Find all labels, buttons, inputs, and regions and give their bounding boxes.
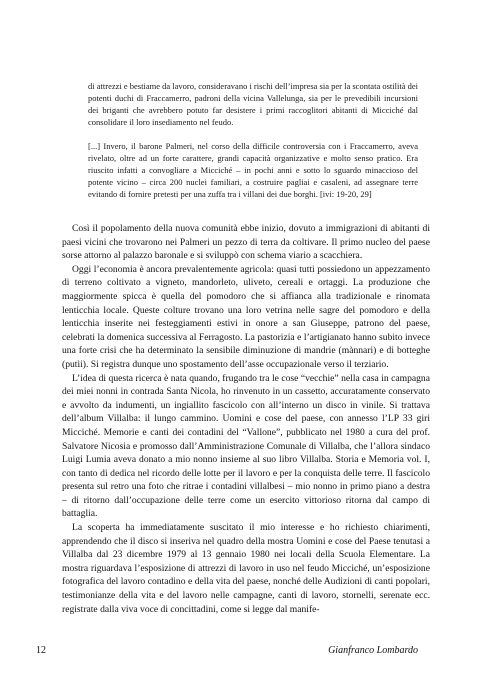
paragraph-4: La scoperta ha immediatamente suscitato il mio interesse e ho richiesto chiarimenti, apprendendo che il disco si inseriva nel quadro della mostra Uomini e cose del Paese tenutasi a Villalba dal 23 dicembre 1979 al 13 gennaio 1980 nei locali della Scuola Elementare. La mostra riguardava l’esposizione di attrezzi di lavoro in uso nel feudo Micciché, un’esposizione fotografica del lavoro contadino e della vita del paese, nonché delle Audizioni di canti popolari, testimonianze della vita e del lavoro nelle campagne, canti di lavoro, stornelli, serenate ecc. registrate dalla viva voce di concittadini, come si legge dal manife- [62, 522, 430, 615]
block-quote-1: di attrezzi e bestiame da lavoro, consideravano i rischi dell’impresa sia per la scontata ostilità dei potenti duchi di Fraccamerro, padroni della vicina Vallelunga, sia per le prevedibili incursioni dei briganti che avrebbero potuto far desistere i primi raccoglitori abitanti di Micciché dal consolidare il loro insediamento nel feudo. [88, 81, 418, 127]
paragraph-3: L’idea di questa ricerca è nata quando, frugando tra le cose “vecchie” nella casa in campagna dei miei nonni in contrada Santa Nicola, ho rinvenuto in un cassetto, accuratamente conservato e avvolto da indumenti, un ingiallito fascicolo con all’interno un disco in vinile. Si trattava dell’album Villalba: il lungo cammino. Uomini e cose del paese, con annesso l’LP 33 giri Micciché. Memorie e canti dei contadini del “Vallone”, pubblicato nel 1980 a cura del prof. Salvatore Nicosia e promosso dall’Amministrazione Comunale di Villalba, che l’allora sindaco Luigi Lumia aveva donato a mio nonno insieme al suo libro Villalba. Storia e Memoria vol. I, con tanto di dedica nel ricordo delle lotte per il lavoro e per la conquista delle terre. Il fascicolo presenta sul retro una foto che ritrae i contadini villalbesi – mio nonno in primo piano a destra – di ritorno dall’occupazione delle terre come un esercito vittorioso ritorna dal campo di battaglia. [62, 372, 430, 520]
paragraph-1: Così il popolamento della nuova comunità ebbe inizio, dovuto a immigrazioni di abitanti di paesi vicini che trovarono nei Palmeri un pezzo di terra da coltivare. Il primo nucleo del paese sorse attorno al palazzo baronale e si sviluppò con schema viario a scacchiera. [62, 223, 430, 262]
body-text [62, 222, 430, 616]
page-number: 12 [36, 645, 46, 656]
paragraph-2: Oggi l’economia è ancora prevalentemente agricola: quasi tutti possiedono un appezzamento di terreno coltivato a vigneto, mandorleto, uliveto, cereali e ortaggi. La produzione che maggiormente spicca è quella del pomodoro che si affianca alla tradizionale e rinomata lenticchia locale. Queste colture trovano una loro vetrina nelle sagre del pomodoro e della lenticchia inserite nei festeggiamenti estivi in onore a san Giuseppe, patrono del paese, celebrati la domenica successiva al Ferragosto. La pastorizia e l’artigianato hanno subito invece una forte crisi che ha determinato la sensibile diminuzione di mandrie (mànnari) e di botteghe (putìi). Si registra dunque uno spostamento dell’asse occupazionale verso il terziario. [62, 263, 430, 370]
block-quote-2: [...] Invero, il barone Palmeri, nel corso della difficile controversia con i Fraccamerro, aveva rivelato, oltre ad un forte carattere, grandi capacità organizzative e molto senso pratico. Era riuscito infatti a convogliare a Micciché – in pochi anni e sotto lo sguardo minaccioso del potente vicino – circa 200 nuclei familiari, a costruire pagliai e casaleni, ad assegnare terre evitando di fornire pretesti per una zuffa tra i villani dei due borghi. [ivi: 19-20, 29] [88, 141, 418, 199]
running-footer-author: Gianfranco Lombardo [328, 645, 418, 656]
